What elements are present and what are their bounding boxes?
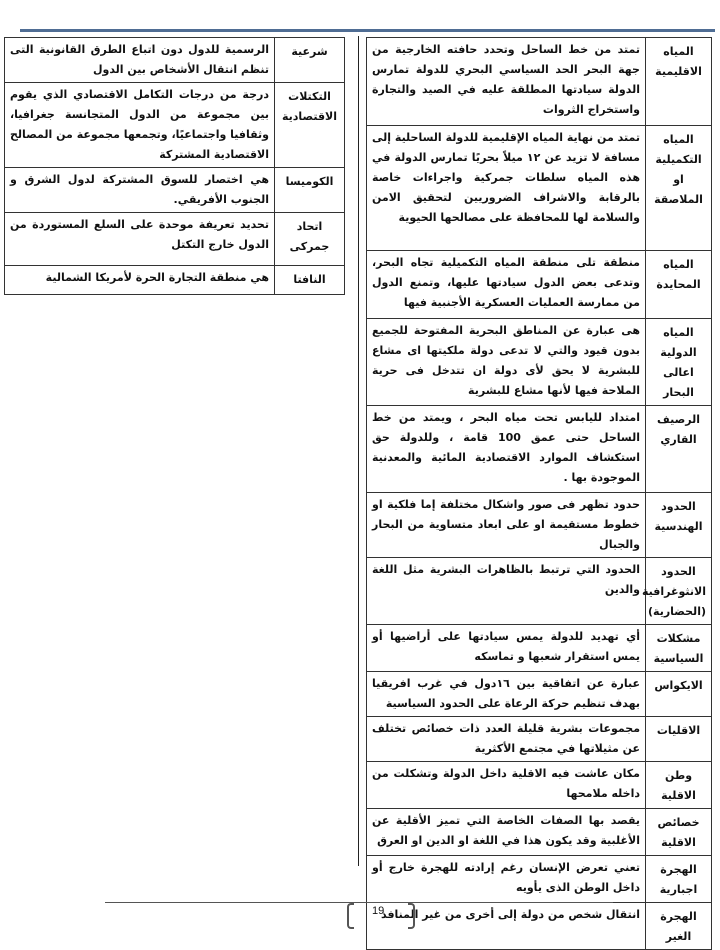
term-cell: الحدود الانثوغرافية (الحضارية) (646, 558, 712, 625)
header-rule (20, 29, 715, 32)
definition-cell: هي اختصار للسوق المشتركة لدول الشرق و الجنوب الأفريقي. (5, 168, 275, 213)
definition-cell: أي تهديد للدولة يمس سيادتها على أراضيها أو يمس استقرار شعبها و تماسكه (367, 625, 646, 672)
footer-rule (105, 902, 613, 903)
definition-cell: الرسمية للدول دون اتباع الطرق القانونية التى تنظم انتقال الأشخاص بين الدول (5, 38, 275, 83)
table-row (5, 38, 345, 83)
definition-cell: امتداد لليابس تحت مياه البحر ، ويمتد من خط الساحل حتى عمق 100 قامة ، وللدولة حق استكشاف الموارد الاقتصادية المائية والمعدنية الموجودة بها . (367, 406, 646, 493)
term-cell: اتحاد جمركى (275, 213, 345, 266)
table-row (367, 762, 712, 809)
definition-cell: حدود تظهر فى صور واشكال مختلفة إما فلكية او خطوط مستقيمة او على ابعاد متساوية من البحار والجبال (367, 493, 646, 558)
term-cell: المياه الاقليمية (646, 38, 712, 126)
table-row (367, 406, 712, 493)
term-cell: المياه الدولية اعالى البحار (646, 319, 712, 406)
definition-cell: مكان عاشت فيه الاقلية داخل الدولة وتشكلت من داخله ملامحها (367, 762, 646, 809)
table-row (367, 251, 712, 319)
table-row (367, 625, 712, 672)
page-number: 19 (372, 905, 385, 917)
term-cell: شرعية (275, 38, 345, 83)
term-cell: التكتلات الاقتصادية (275, 83, 345, 168)
term-cell: الحدود الهندسية (646, 493, 712, 558)
table-row (5, 213, 345, 266)
table-row (367, 126, 712, 251)
definition-cell: الحدود التي ترتبط بالظاهرات البشرية مثل اللغة والدين (367, 558, 646, 625)
page-number-bracket-left (347, 903, 354, 929)
term-cell: الهجرة اجبارية (646, 856, 712, 903)
definition-cell: عبارة عن اتفاقية بين ١٦دول في غرب افريقيا بهدف تنظيم حركة الرعاة على الحدود السياسية (367, 672, 646, 717)
table-row (367, 903, 712, 950)
column-divider (358, 36, 359, 866)
table-row (367, 717, 712, 762)
term-cell: الاقليات (646, 717, 712, 762)
definition-cell: منطقة تلى منطقة المياه التكميلية تجاه البحر، وتدعى بعض الدول سيادتها عليها، وتمنع الدول من ممارسة العمليات العسكرية الأجنبية فيها (367, 251, 646, 319)
term-cell: المياه المحايدة (646, 251, 712, 319)
term-cell: خصائص الاقلية (646, 809, 712, 856)
definition-cell: تمتد من خط الساحل وتحدد حافته الخارجية من جهة البحر الحد السياسي البحري للدولة تمارس الدولة سيادتها المطلقة عليه في الصيد والتجارة واستخراج الثروات (367, 38, 646, 126)
page-number-bracket-right (408, 903, 415, 929)
term-cell: مشكلات السياسية (646, 625, 712, 672)
definition-cell: مجموعات بشرية قليلة العدد ذات خصائص تختلف عن مثيلاتها في مجتمع الأكثرية (367, 717, 646, 762)
definition-cell: تحديد تعريفة موحدة على السلع المستوردة من الدول خارج التكتل (5, 213, 275, 266)
term-cell: الرصيف القاري (646, 406, 712, 493)
table-row (367, 809, 712, 856)
definition-cell: درجة من درجات التكامل الاقتصادي الذي يقوم بين مجموعة من الدول المتجانسة جغرافيا، وثقافيا واجتماعيًا، وتجمعها مجموعة من المصالح الاقتصادية المشتركة (5, 83, 275, 168)
definition-cell: هي منطقة التجارة الحرة لأمريكا الشمالية (5, 266, 275, 295)
table-row (367, 38, 712, 126)
table-row (5, 83, 345, 168)
table-row (367, 672, 712, 717)
glossary-table-left (4, 37, 345, 295)
table-row (5, 266, 345, 295)
term-cell: الايكواس (646, 672, 712, 717)
glossary-table-right (366, 37, 712, 950)
table-row (367, 558, 712, 625)
term-cell: المياه التكميلية او الملاصقة (646, 126, 712, 251)
table-row (367, 493, 712, 558)
table-row (5, 168, 345, 213)
definition-cell: هى عبارة عن المناطق البحرية المفتوحة للجميع بدون قيود والتي لا تدعى دولة ملكيتها اى مشاع للبشرية لا يحق لأى دولة ان تتدخل فى حرية الملاحة فيها لأنها مشاع للبشرية (367, 319, 646, 406)
definition-cell: انتقال شخص من دولة إلى أخرى من غير المنافذ (367, 903, 646, 950)
term-cell: وطن الاقلية (646, 762, 712, 809)
term-cell: الكوميسا (275, 168, 345, 213)
term-cell: النافتا (275, 266, 345, 295)
definition-cell: يقصد بها الصفات الخاصة التي تميز الأقلية عن الأغلبية وقد يكون هذا في اللغة او الدين او العرق (367, 809, 646, 856)
table-row (367, 856, 712, 903)
term-cell: الهجرة الغير (646, 903, 712, 950)
table-row (367, 319, 712, 406)
definition-cell: تعني تعرض الإنسان رغم إرادته للهجرة خارج أو داخل الوطن الذى يأويه (367, 856, 646, 903)
definition-cell: تمتد من نهاية المياه الإقليمية للدولة الساحلية إلى مسافة لا تزيد عن ١٢ ميلاً بحريًا تمارس الدولة في هذه المياه سلطات جمركية واجراءات خاصة بالرقابة والاشراف الضروريين لتحقيق الامن والسلامة لها للمحافظة على مصالحها الحيوية (367, 126, 646, 251)
